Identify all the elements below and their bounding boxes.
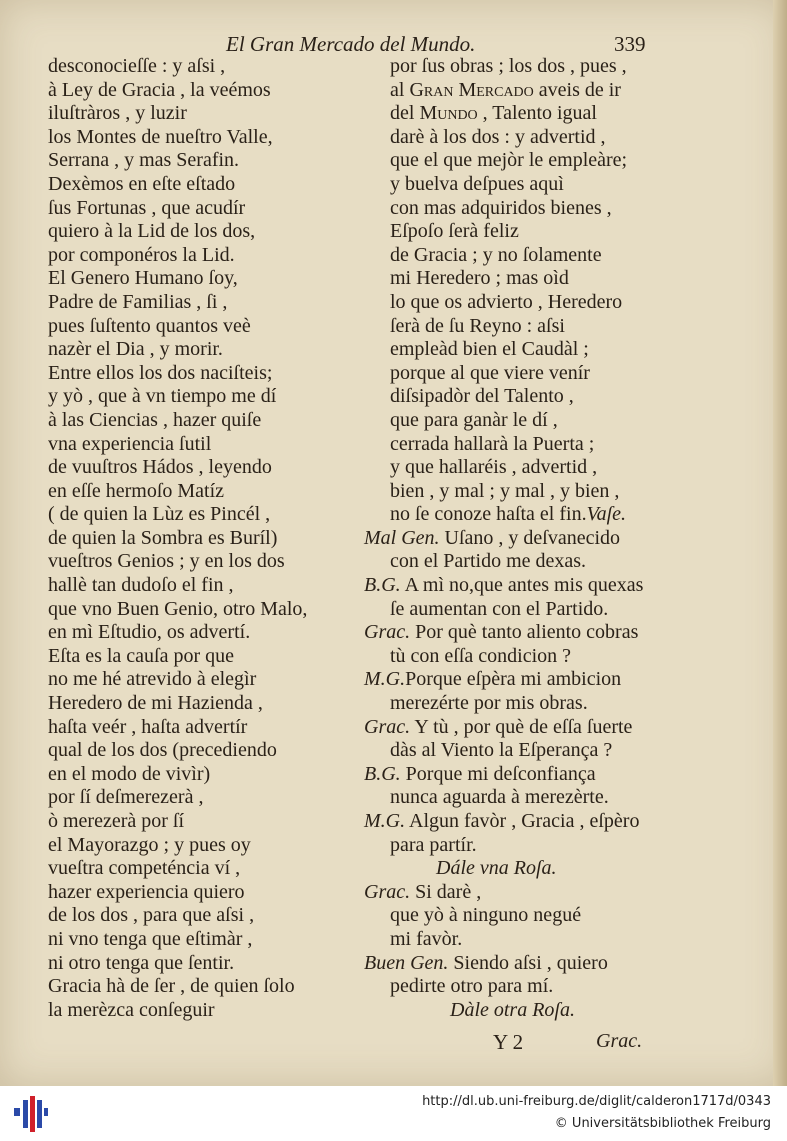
left-column	[48, 55, 358, 1022]
verse-line: de vuuſtros Hádos , leyendo	[48, 456, 272, 479]
verse-line: porque al que viere venír	[390, 361, 590, 384]
verse-line: vna experiencia ſutil	[48, 432, 212, 455]
verse-text: Porque eſpèra mi ambicion	[405, 668, 622, 691]
verse-text: Y tù , por què de eſſa ſuerte	[410, 715, 633, 738]
verse-line: y buelva deſpues aquì	[390, 172, 564, 195]
verse-line: por ſus obras ; los dos , pues ,	[390, 55, 627, 77]
verse-line: vueſtros Genios ; y en los dos	[48, 550, 285, 573]
verse-text: , Talento igual	[477, 102, 597, 125]
verse-line: Eſta es la cauſa por que	[48, 644, 235, 667]
verse-text: A mì no,que antes mis quexas	[400, 574, 644, 597]
verse-line: ò merezerà por ſí	[48, 810, 185, 832]
verse-line	[364, 621, 684, 645]
verse-line: desconocieſſe : y aſsi ,	[48, 55, 226, 77]
verse-line: qual de los dos (precediendo	[48, 739, 277, 762]
verse-text: Si darè ,	[410, 880, 482, 903]
signature-mark: Y 2	[493, 1030, 524, 1054]
verse-line: no me hé atrevido à elegìr	[48, 668, 257, 691]
verse-line	[364, 716, 684, 740]
verse-text: Algun favòr , Gracia , eſpèro	[405, 810, 640, 832]
verse-line: Gracia hà de ſer , de quien ſolo	[48, 975, 295, 998]
page-edge	[773, 0, 787, 1086]
verse-line: el Mayorazgo ; y pues oy	[48, 833, 251, 856]
verse-line: bien , y mal ; y mal , y bien ,	[390, 479, 620, 502]
verse-line: haſta veér , haſta advertír	[48, 715, 248, 738]
verse-line: en eſſe hermoſo Matíz	[48, 479, 225, 502]
verse-line	[364, 79, 684, 103]
verse-line: que vno Buen Genio, otro Malo,	[48, 597, 308, 620]
speaker-label: B.G.	[364, 762, 401, 785]
verse-line: que yò à ninguno negué	[390, 904, 582, 927]
verse-line: hallè tan dudoſo el fin ,	[48, 574, 234, 597]
page-footer	[0, 1030, 787, 1058]
copyright-notice: © Universitätsbibliothek Freiburg	[554, 1116, 771, 1131]
verse-line: cerrada hallarà la Puerta ;	[390, 432, 595, 455]
speaker-label: Grac.	[364, 880, 411, 903]
stage-direction: Dále vna Roſa.	[436, 857, 557, 880]
speaker-label: B.G.	[364, 574, 401, 597]
verse-line	[364, 574, 684, 598]
verse-line: El Genero Humano ſoy,	[48, 267, 238, 290]
source-url-link[interactable]: http://dl.ub.uni-freiburg.de/diglit/calderon1717d/0343	[422, 1094, 771, 1109]
verse-line: en el modo de vivìr)	[48, 762, 211, 785]
verse-line: merezérte por mis obras.	[390, 692, 588, 715]
verse-line: Eſpoſo ſerà feliz	[390, 220, 519, 243]
verse-line: nazèr el Dia , y morir.	[48, 338, 223, 361]
verse-line: iluſtràros , y luzir	[48, 102, 187, 125]
verse-line: ſe aumentan con el Partido.	[390, 597, 609, 620]
speaker-label: Mal Gen.	[364, 526, 440, 549]
stage-direction: Dàle otra Roſa.	[450, 998, 575, 1021]
verse-line: en mì Eſtudio, os advertí.	[48, 621, 251, 644]
verse-text: Por què tanto aliento cobras	[410, 621, 639, 644]
stage-direction: Vaſe.	[586, 503, 627, 526]
verse-line: Heredero de mi Hazienda ,	[48, 692, 263, 715]
speaker-label: Buen Gen.	[364, 951, 449, 974]
verse-line	[364, 952, 684, 976]
verse-line: pedirte otro para mí.	[390, 975, 554, 998]
verse-line: ſus Fortunas , que acudír	[48, 196, 246, 219]
speaker-label: M.G.	[364, 668, 406, 691]
verse-line: de quien la Sombra es Buríl)	[48, 526, 278, 549]
small-caps-text: Mundo	[419, 102, 478, 125]
verse-text: del	[390, 102, 420, 125]
verse-line: dàs al Viento la Eſperança ?	[390, 739, 613, 762]
running-title: El Gran Mercado del Mundo.	[226, 32, 476, 56]
verse-line: con el Partido me dexas.	[390, 550, 587, 573]
verse-line: con mas adquiridos bienes ,	[390, 196, 612, 219]
verse-line: para partír.	[390, 833, 477, 856]
verse-line	[364, 668, 684, 692]
verse-line: mi favòr.	[390, 927, 463, 950]
verse-line: ni otro tenga que ſentir.	[48, 951, 235, 974]
verse-line: la merèzca conſeguir	[48, 998, 215, 1021]
verse-line: ſerà de ſu Reyno : aſsi	[390, 314, 565, 337]
verse-text: Uſano , y deſvanecido	[439, 526, 621, 549]
verse-line: de Gracia ; y no ſolamente	[390, 243, 602, 266]
verse-line	[364, 527, 684, 551]
verse-text: no ſe conoze haſta el fin.	[390, 503, 587, 526]
verse-line: nunca aguarda à merezèrte.	[390, 786, 609, 809]
verse-line	[364, 503, 684, 527]
verse-line: darè à los dos : y advertid ,	[390, 125, 606, 148]
right-column	[364, 55, 684, 1022]
verse-line: pues ſuſtento quantos veè	[48, 314, 251, 337]
verse-line: que para ganàr le dí ,	[390, 408, 558, 431]
verse-line: Entre ellos los dos naciſteis;	[48, 361, 273, 384]
ub-freiburg-logo-icon	[14, 1096, 48, 1132]
verse-line: hazer experiencia quiero	[48, 880, 245, 903]
verse-line: tù con eſſa condicion ?	[390, 644, 572, 667]
verse-line: ni vno tenga que eſtimàr ,	[48, 927, 253, 950]
page-number: 339	[614, 32, 646, 56]
catchword: Grac.	[596, 1030, 643, 1052]
verse-line: y que hallaréis , advertid ,	[390, 456, 598, 479]
verse-line: à las Ciencias , hazer quiſe	[48, 408, 262, 431]
verse-line: à Ley de Gracia , la veémos	[48, 78, 271, 101]
verse-line: Padre de Familias , ſi ,	[48, 290, 228, 313]
verse-line: que el que mejòr le empleàre;	[390, 149, 628, 172]
verse-line: Dexèmos en eſte eſtado	[48, 172, 236, 195]
verse-line: y yò , que à vn tiempo me dí	[48, 385, 277, 408]
source-bar	[0, 1086, 787, 1141]
verse-line: lo que os advierto , Heredero	[390, 290, 623, 313]
verse-text: al	[390, 78, 410, 101]
verse-line: empleàd bien el Caudàl ;	[390, 338, 589, 361]
verse-text: Porque mi deſconfiança	[400, 762, 596, 785]
verse-line: diſsipadòr del Talento ,	[390, 385, 574, 408]
verse-text: aveis de ir	[533, 78, 621, 101]
verse-line	[364, 763, 684, 787]
verse-line: quiero à la Lid de los dos,	[48, 220, 256, 243]
verse-line: por componéros la Lid.	[48, 243, 235, 266]
small-caps-text: Gran Mercado	[409, 78, 534, 101]
verse-line: vueſtra competéncia ví ,	[48, 857, 241, 880]
verse-line: mi Heredero ; mas oìd	[390, 267, 569, 290]
verse-line	[364, 102, 684, 126]
verse-line: los Montes de nueſtro Valle,	[48, 125, 273, 148]
verse-line	[364, 881, 684, 905]
verse-text: Siendo aſsi , quiero	[448, 951, 608, 974]
verse-line: Serrana , y mas Serafin.	[48, 149, 240, 172]
verse-line	[364, 810, 684, 834]
verse-line: por ſí deſmerezerà ,	[48, 786, 204, 809]
speaker-label: M.G.	[364, 810, 406, 832]
speaker-label: Grac.	[364, 621, 411, 644]
speaker-label: Grac.	[364, 715, 411, 738]
verse-line: ( de quien la Lùz es Pincél ,	[48, 503, 271, 526]
verse-line: de los dos , para que aſsi ,	[48, 904, 255, 927]
